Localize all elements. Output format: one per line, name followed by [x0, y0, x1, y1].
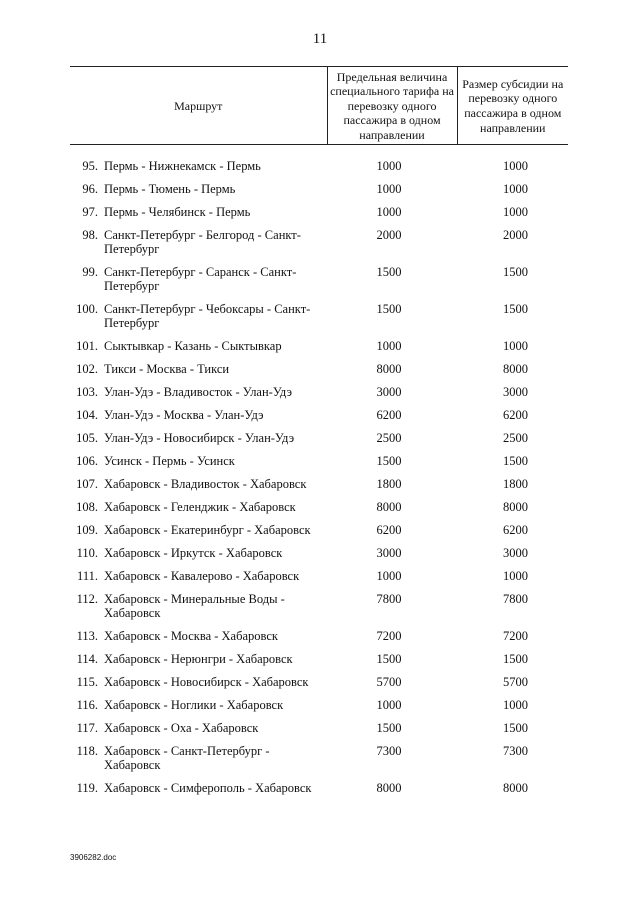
- row-number: 100.: [76, 302, 98, 316]
- route-name: Улан-Удэ - Владивосток - Улан-Удэ: [104, 385, 292, 399]
- route-name: Хабаровск - Минеральные Воды - Хабаровск: [104, 592, 285, 620]
- table-row: [70, 721, 568, 744]
- row-number: 112.: [76, 592, 98, 606]
- table-row: [70, 744, 568, 781]
- tariff-value: 1000: [376, 698, 402, 712]
- tariff-value: 1500: [376, 265, 402, 279]
- table-row: [70, 302, 568, 339]
- tariff-value: 1000: [376, 159, 402, 173]
- route-name: Хабаровск - Симферополь - Хабаровск: [104, 781, 312, 795]
- tariff-value: 6200: [376, 408, 402, 422]
- row-number: 119.: [76, 781, 98, 795]
- row-number: 98.: [82, 228, 98, 242]
- tariff-value: 1800: [376, 477, 402, 491]
- tariff-value: 3000: [376, 546, 402, 560]
- table-row: [70, 698, 568, 721]
- tariff-value: 2500: [376, 431, 402, 445]
- subsidy-value: 7300: [503, 744, 529, 758]
- subsidy-value: 7200: [503, 629, 529, 643]
- tariff-value: 7200: [376, 629, 402, 643]
- row-number: 105.: [76, 431, 98, 445]
- subsidy-value: 3000: [503, 385, 529, 399]
- row-number: 106.: [76, 454, 98, 468]
- subsidy-value: 6200: [503, 408, 529, 422]
- subsidy-value: 1500: [503, 302, 529, 316]
- route-name: Хабаровск - Нерюнгри - Хабаровск: [104, 652, 293, 666]
- subsidy-value: 3000: [503, 546, 529, 560]
- table-row: [70, 500, 568, 523]
- subsidy-value: 8000: [503, 362, 529, 376]
- row-number: 109.: [76, 523, 98, 537]
- subsidy-value: 1500: [503, 721, 529, 735]
- tariff-value: 1500: [376, 454, 402, 468]
- subsidy-value: 2500: [503, 431, 529, 445]
- tariff-value: 1500: [376, 302, 402, 316]
- header-tariff: Предельная величина специального тарифа на перевозку одного пассажира в одном направлении: [327, 67, 457, 145]
- table-row: [70, 408, 568, 431]
- table-row: [70, 431, 568, 454]
- table-row: [70, 652, 568, 675]
- row-number: 103.: [76, 385, 98, 399]
- subsidy-value: 1000: [503, 698, 529, 712]
- route-name: Хабаровск - Оха - Хабаровск: [104, 721, 259, 735]
- route-name: Хабаровск - Ноглики - Хабаровск: [104, 698, 284, 712]
- tariff-value: 3000: [376, 385, 402, 399]
- row-number: 95.: [82, 159, 98, 173]
- row-number: 113.: [76, 629, 98, 643]
- row-number: 114.: [76, 652, 98, 666]
- row-number: 108.: [76, 500, 98, 514]
- subsidy-value: 1000: [503, 205, 529, 219]
- table-row: [70, 675, 568, 698]
- route-name: Пермь - Нижнекамск - Пермь: [104, 159, 261, 173]
- route-name: Хабаровск - Москва - Хабаровск: [104, 629, 278, 643]
- table-row: [70, 546, 568, 569]
- table-row: [70, 182, 568, 205]
- tariff-value: 8000: [376, 781, 402, 795]
- route-name: Хабаровск - Геленджик - Хабаровск: [104, 500, 296, 514]
- tariff-value: 1000: [376, 569, 402, 583]
- table-row: [70, 523, 568, 546]
- footer-filename: 3906282.doc: [70, 853, 117, 862]
- table-row: [70, 205, 568, 228]
- route-name: Хабаровск - Иркутск - Хабаровск: [104, 546, 283, 560]
- subsidy-value: 1500: [503, 265, 529, 279]
- table-row: [70, 629, 568, 652]
- table-row: [70, 362, 568, 385]
- table-header-row: [70, 67, 568, 145]
- header-subsidy: Размер субсидии на перевозку одного пассажира в одном направлении: [457, 67, 568, 145]
- subsidy-value: 1000: [503, 159, 529, 173]
- row-number: 99.: [82, 265, 98, 279]
- row-number: 104.: [76, 408, 98, 422]
- tariff-value: 5700: [376, 675, 402, 689]
- subsidy-value: 5700: [503, 675, 529, 689]
- route-name: Улан-Удэ - Москва - Улан-Удэ: [104, 408, 264, 422]
- row-number: 107.: [76, 477, 98, 491]
- tariff-value: 1500: [376, 721, 402, 735]
- subsidy-value: 1000: [503, 182, 529, 196]
- row-number: 117.: [76, 721, 98, 735]
- table-row: [70, 569, 568, 592]
- table-row: [70, 339, 568, 362]
- route-name: Санкт-Петербург - Белгород - Санкт-Петербург: [104, 228, 301, 256]
- subsidy-value: 7800: [503, 592, 529, 606]
- tariff-value: 1000: [376, 182, 402, 196]
- route-name: Сыктывкар - Казань - Сыктывкар: [104, 339, 282, 353]
- route-name: Тикси - Москва - Тикси: [104, 362, 230, 376]
- row-number: 118.: [76, 744, 98, 758]
- route-name: Санкт-Петербург - Чебоксары - Санкт-Петербург: [104, 302, 311, 330]
- subsidy-value: 6200: [503, 523, 529, 537]
- route-name: Пермь - Челябинск - Пермь: [104, 205, 251, 219]
- tariff-value: 8000: [376, 362, 402, 376]
- route-name: Хабаровск - Кавалерово - Хабаровск: [104, 569, 300, 583]
- table-row: [70, 592, 568, 629]
- tariff-value: 8000: [376, 500, 402, 514]
- route-name: Улан-Удэ - Новосибирск - Улан-Удэ: [104, 431, 295, 445]
- route-name: Хабаровск - Екатеринбург - Хабаровск: [104, 523, 311, 537]
- tariff-value: 1000: [376, 339, 402, 353]
- subsidy-value: 1000: [503, 339, 529, 353]
- table-row: [70, 385, 568, 408]
- table-row: [70, 454, 568, 477]
- subsidy-value: 1500: [503, 454, 529, 468]
- row-number: 102.: [76, 362, 98, 376]
- row-number: 96.: [82, 182, 98, 196]
- route-name: Хабаровск - Новосибирск - Хабаровск: [104, 675, 309, 689]
- page-number: 11: [312, 31, 328, 47]
- row-number: 110.: [76, 546, 98, 560]
- tariff-value: 1500: [376, 652, 402, 666]
- table-row: [70, 781, 568, 804]
- row-number: 101.: [76, 339, 98, 353]
- row-number: 111.: [77, 569, 98, 583]
- subsidy-value: 8000: [503, 781, 529, 795]
- tariff-value: 2000: [376, 228, 402, 242]
- table-row: [70, 145, 568, 183]
- table-row: [70, 265, 568, 302]
- subsidy-value: 1800: [503, 477, 529, 491]
- header-route: Маршрут: [70, 67, 327, 145]
- row-number: 97.: [82, 205, 98, 219]
- subsidy-value: 2000: [503, 228, 529, 242]
- subsidy-value: 8000: [503, 500, 529, 514]
- table-body: [70, 145, 568, 805]
- subsidy-value: 1500: [503, 652, 529, 666]
- route-name: Санкт-Петербург - Саранск - Санкт-Петербург: [104, 265, 297, 293]
- route-name: Пермь - Тюмень - Пермь: [104, 182, 236, 196]
- row-number: 115.: [76, 675, 98, 689]
- routes-table: [70, 66, 568, 804]
- tariff-value: 1000: [376, 205, 402, 219]
- tariff-value: 6200: [376, 523, 402, 537]
- route-name: Хабаровск - Санкт-Петербург - Хабаровск: [104, 744, 270, 772]
- tariff-value: 7800: [376, 592, 402, 606]
- tariff-value: 7300: [376, 744, 402, 758]
- route-name: Усинск - Пермь - Усинск: [104, 454, 235, 468]
- subsidy-value: 1000: [503, 569, 529, 583]
- table-row: [70, 228, 568, 265]
- row-number: 116.: [76, 698, 98, 712]
- route-name: Хабаровск - Владивосток - Хабаровск: [104, 477, 307, 491]
- table-row: [70, 477, 568, 500]
